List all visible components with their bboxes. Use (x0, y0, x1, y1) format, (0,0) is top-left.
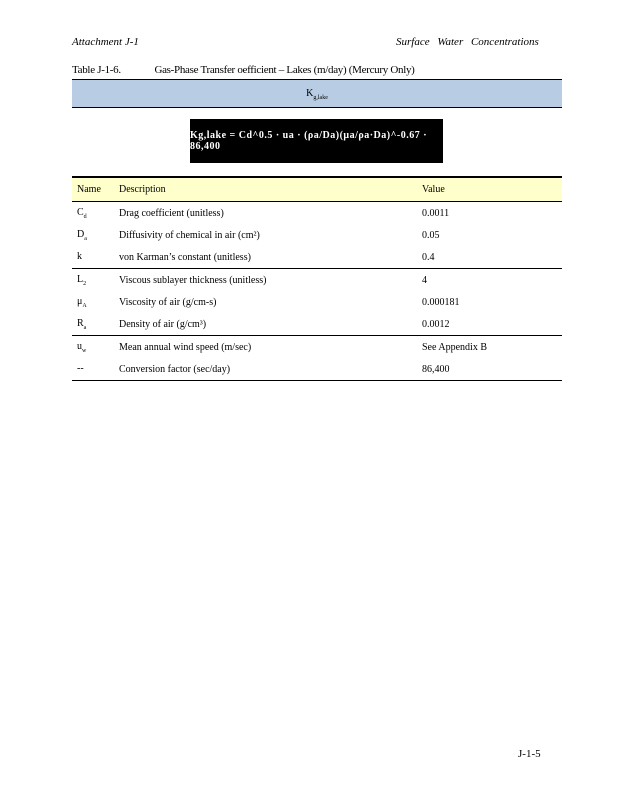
cell-value: 4 (422, 274, 427, 286)
cell-value: 0.000181 (422, 296, 460, 308)
table-row (72, 358, 562, 381)
equation-image (190, 119, 443, 163)
table-row (72, 224, 562, 246)
cell-description: Conversion factor (sec/day) (119, 363, 231, 375)
table-caption (72, 64, 415, 76)
cell-description: Mean annual wind speed (m/sec) (119, 341, 252, 353)
table-row (72, 336, 562, 359)
equation-text: Kg,lake = Cd^0.5 · ua · (ρa/Da)(μa/ρa·Da)^-0.67 · 86,400 (190, 130, 428, 152)
table-row (72, 313, 562, 336)
cell-description: Density of air (g/cm³) (119, 318, 207, 330)
cell-description: Diffusivity of chemical in air (cm²) (119, 229, 260, 241)
cell-name: k (77, 250, 82, 262)
cell-value: 0.4 (422, 251, 435, 263)
cell-value: 0.0012 (422, 318, 450, 330)
cell-description: Viscous sublayer thickness (unitless) (119, 274, 267, 286)
table-title: Gas-Phase Transfer oefficient – Lakes (m/day) (Mercury Only) (154, 64, 415, 76)
cell-name: $D_a$ (77, 228, 87, 242)
cell-name: $\mu_A$ (77, 295, 87, 309)
table-row (72, 246, 562, 269)
cell-description: Drag coefficient (unitless) (119, 207, 224, 219)
header-right: Surface Water Concentrations (396, 36, 539, 48)
parameter-table (72, 176, 562, 381)
cell-name: $C_d$ (77, 206, 87, 220)
cell-value: See Appendix B (422, 341, 487, 353)
banner-symbol: K (306, 88, 314, 99)
cell-name: $u_w$ (77, 340, 87, 354)
table-row (72, 269, 562, 292)
cell-description: von Karman’s constant (unitless) (119, 251, 251, 263)
cell-value: 86,400 (422, 363, 450, 375)
parameter-banner (72, 79, 562, 108)
page-number: J-1-5 (518, 748, 541, 760)
cell-value: 0.05 (422, 229, 440, 241)
header-description: Description (119, 184, 166, 195)
table-row (72, 202, 562, 225)
table-row (72, 291, 562, 313)
header-left: Attachment J-1 (72, 36, 139, 48)
header-name: Name (77, 184, 101, 195)
table-number: Table J-1-6. (72, 64, 121, 76)
cell-name: $R_a$ (77, 317, 87, 331)
cell-value: 0.0011 (422, 207, 450, 219)
cell-name: -- (77, 362, 84, 374)
cell-name: $L_2$ (77, 273, 87, 287)
banner-subscript: g,lake (313, 95, 328, 101)
header-value: Value (422, 184, 445, 195)
table-header-row (72, 177, 562, 202)
cell-description: Viscosity of air (g/cm-s) (119, 296, 217, 308)
